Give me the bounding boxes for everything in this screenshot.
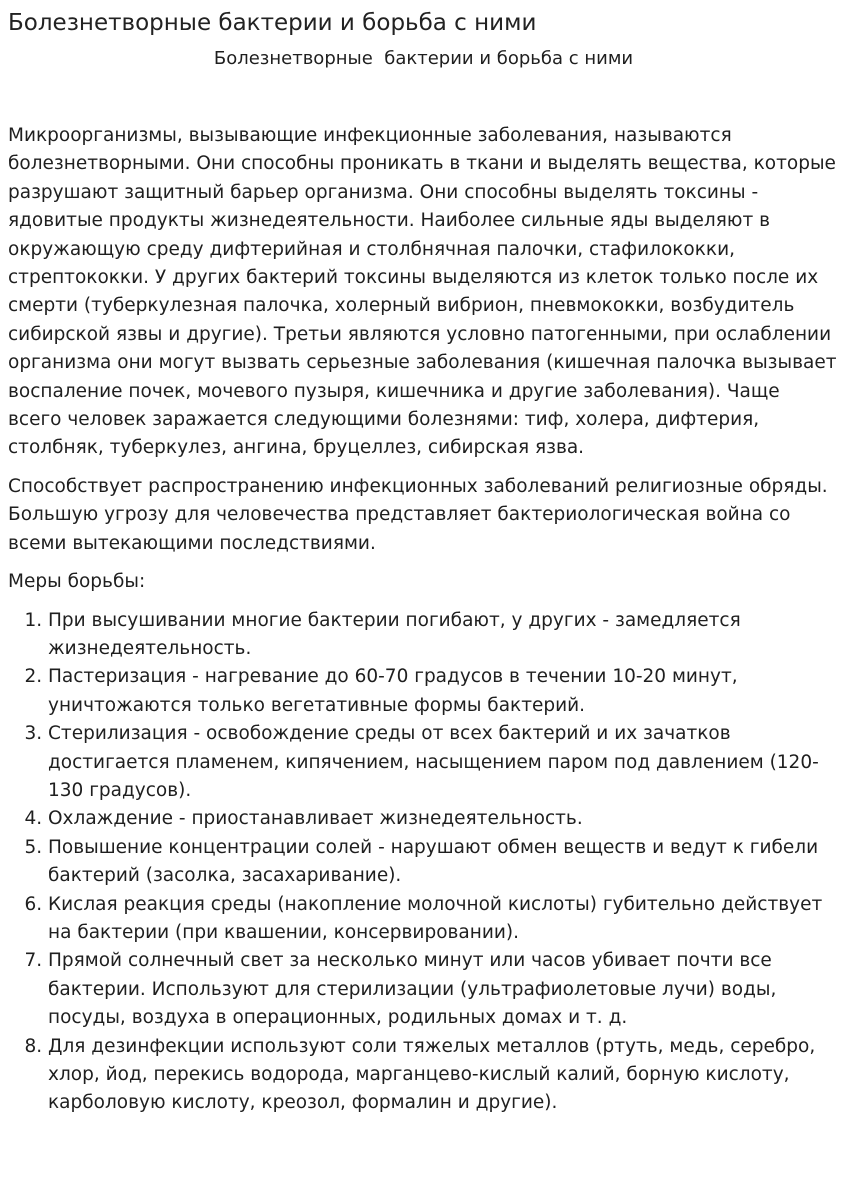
article-body [8,122,839,1118]
page-title: Болезнетворные бактерии и борьба с ними [8,10,537,36]
list-item: 2. Пастеризация - нагревание до 60-70 градусов в течении 10-20 минут, уничтожаются только вегетативные формы бактерий. [48,663,839,720]
list-item: 3. Стерилизация - освобождение среды от всех бактерий и их зачатков достигается пламенем, кипячением, насыщением паром под давлением (120-130 градусов). [48,720,839,805]
measures-heading: Меры борьбы: [8,571,146,593]
list-item: 4. Охлаждение - приостанавливает жизнедеятельность. [48,805,839,833]
intro-paragraph: Микроорганизмы, вызывающие инфекционные заболевания, называются болезнетворными. Они способны проникать в ткани и выделять вещества, которые разрушают защитный барьер организма. Они способны выделять токсины - ядовитые продукты жизнедеятельности. Наиболее сильные яды выделяют в окружающую среду дифтерийная и столбнячная палочки, стафилококки, стрептококки. У других бактерий токсины выделяются из клеток только после их смерти (туберкулезная палочка, холерный вибрион, пневмококки, возбудитель сибирской язвы и другие). Третьи являются условно патогенными, при ослаблении организма они могут вызвать серьезные заболевания (кишечная палочка вызывает воспаление почек, мочевого пузыря, кишечника и другие заболевания). Чаще всего человек заражается следующими болезнями: тиф, холера, дифтерия, столбняк, туберкулез, ангина, бруцеллез, сибирская язва. [8,125,837,459]
article-subtitle: Болезнетворные бактерии и борьба с ними [213,48,634,69]
list-item: 8. Для дезинфекции используют соли тяжелых металлов (ртуть, медь, серебро, хлор, йод, перекись водорода, марганцево-кислый калий, борную кислоту, карболовую кислоту, креозол, формалин и другие). [48,1033,839,1118]
list-item: 1. При высушивании многие бактерии погибают, у других - замедляется жизнедеятельность. [48,607,839,664]
list-item: 5. Повышение концентрации солей - нарушают обмен веществ и ведут к гибели бактерий (засолка, засахаривание). [48,834,839,891]
list-item: 6. Кислая реакция среды (накопление молочной кислоты) губительно действует на бактерии (при квашении, консервировании). [48,891,839,948]
measures-list [8,607,839,1118]
list-item: 7. Прямой солнечный свет за несколько минут или часов убивает почти все бактерии. Используют для стерилизации (ультрафиолетовые лучи) воды, посуды, воздуха в операционных, родильных домах и т. д. [48,947,839,1032]
threat-paragraph: Способствует распространению инфекционных заболеваний религиозные обряды. Большую угрозу для человечества представляет бактериологическая война со всеми вытекающими последствиями. [8,475,828,554]
